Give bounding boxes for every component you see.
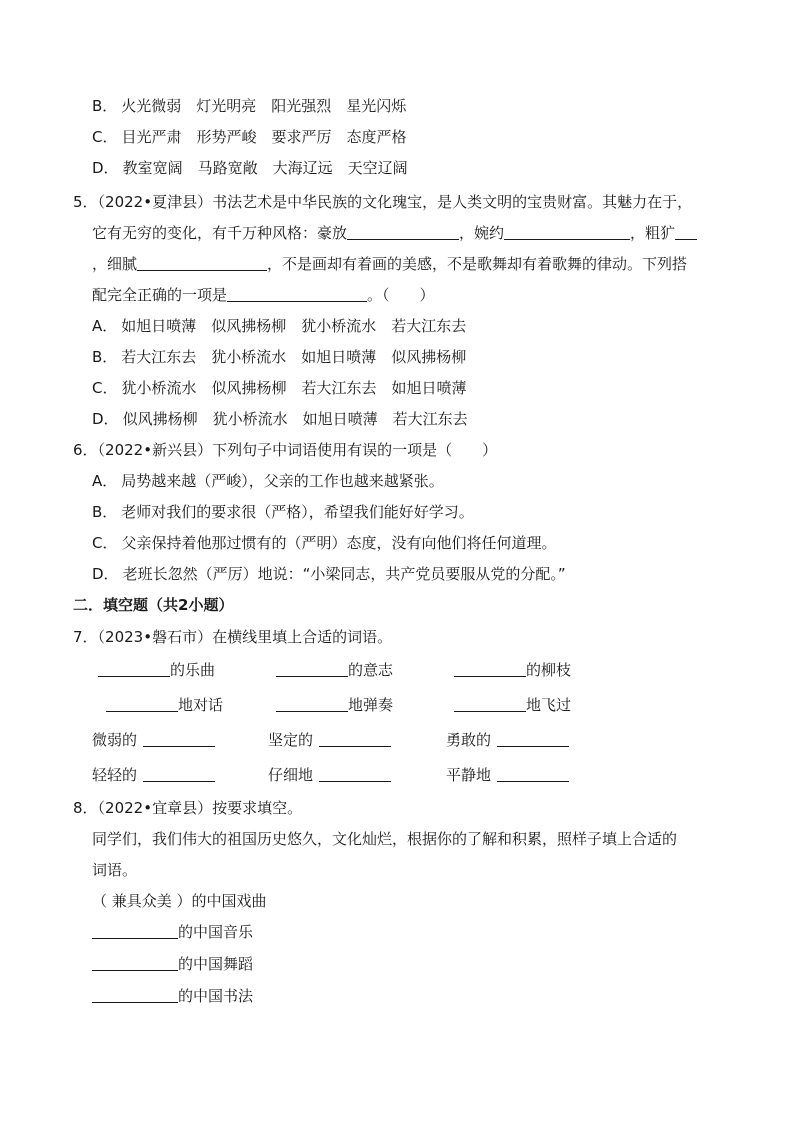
q5-line-3 xyxy=(92,254,687,274)
option-letter: D． xyxy=(92,565,119,583)
option-text: 似风拂杨柳 犹小桥流水 如旭日喷薄 若大江东去 xyxy=(122,410,468,428)
answer-blank[interactable] xyxy=(504,225,630,240)
answer-blank[interactable] xyxy=(92,988,178,1003)
fill-word: 坚定的 xyxy=(268,731,314,749)
question-text: 书法艺术是中华民族的文化瑰宝，是人类文明的宝贵财富。其魅力在于， xyxy=(212,193,693,211)
q6-option-a xyxy=(92,471,444,491)
answer-blank[interactable] xyxy=(497,732,569,747)
answer-blank[interactable] xyxy=(319,767,391,782)
question-text: ，粗犷 xyxy=(630,224,676,242)
q5-line-4 xyxy=(92,285,435,305)
option-text: 犹小桥流水 似风拂杨柳 若大江东去 如旭日喷薄 xyxy=(121,379,467,397)
answer-blank[interactable] xyxy=(143,767,215,782)
question-number: 7． xyxy=(73,628,98,646)
option-text: 老师对我们的要求很（严格），希望我们能好好学习。 xyxy=(121,503,474,521)
q4-option-b xyxy=(92,96,406,116)
question-number: 8． xyxy=(73,799,98,817)
question-source: （2023•磐石市） xyxy=(97,628,213,646)
question-source: （2022•夏津县） xyxy=(97,193,213,211)
option-text: 目光严肃 形势严峻 要求严厉 态度严格 xyxy=(121,128,407,146)
q6-option-b xyxy=(92,502,474,522)
option-letter: C． xyxy=(92,128,118,146)
q8-item-dance xyxy=(92,954,253,974)
answer-blank[interactable] xyxy=(276,662,348,677)
option-letter: D． xyxy=(92,410,119,428)
option-letter: C． xyxy=(92,534,118,552)
answer-blank[interactable] xyxy=(347,225,459,240)
q7-row3-item3 xyxy=(446,730,569,750)
q7-row2-item3 xyxy=(454,695,571,715)
q5-first-line xyxy=(73,192,692,212)
q5-option-c xyxy=(92,378,467,398)
answer-blank[interactable] xyxy=(227,287,367,302)
question-text: 按要求填空。 xyxy=(212,799,303,817)
q7-row1-item3 xyxy=(454,660,571,680)
answer-blank[interactable] xyxy=(319,732,391,747)
q8-item-calligraphy xyxy=(92,986,253,1006)
fill-word: 地对话 xyxy=(178,696,224,714)
answer-blank[interactable] xyxy=(143,732,215,747)
example-word: （ 兼具众美 ） xyxy=(92,892,192,910)
option-letter: B． xyxy=(92,348,118,366)
answer-blank[interactable] xyxy=(675,225,697,240)
option-text: 若大江东去 犹小桥流水 如旭日喷薄 似风拂杨柳 xyxy=(121,348,467,366)
q6-stem xyxy=(73,440,497,460)
q4-option-c xyxy=(92,127,407,147)
question-text: 它有无穷的变化，有千万种风格：豪放 xyxy=(92,224,348,242)
question-text: 配完全正确的一项是 xyxy=(92,286,228,304)
option-letter: D． xyxy=(92,159,119,177)
example-tail: 的中国戏曲 xyxy=(191,892,267,910)
fill-word: 地飞过 xyxy=(526,696,572,714)
q7-row3-item2 xyxy=(268,730,391,750)
answer-blank[interactable] xyxy=(137,256,267,271)
fill-word: 微弱的 xyxy=(92,731,138,749)
option-text: 局势越来越（严峻），父亲的工作也越来越紧张。 xyxy=(121,472,444,490)
question-text: ，婉约 xyxy=(459,224,505,242)
question-source: （2022•宜章县） xyxy=(97,799,213,817)
question-number: 6． xyxy=(73,441,98,459)
option-text: 老班长忽然（严厉）地说：“小梁同志，共产党员要服从党的分配。” xyxy=(122,565,566,583)
q7-row1-item2 xyxy=(276,660,393,680)
answer-blank[interactable] xyxy=(92,924,178,939)
question-text: ，不是画却有着画的美感，不是歌舞却有着歌舞的律动。下列搭 xyxy=(267,255,688,273)
q8-paragraph-line2: 词语。 xyxy=(92,861,138,879)
q7-row2-item2 xyxy=(276,695,393,715)
question-text: ，细腻 xyxy=(92,255,138,273)
answer-blank[interactable] xyxy=(92,956,178,971)
answer-blank[interactable] xyxy=(497,767,569,782)
fill-word: 轻轻的 xyxy=(92,766,138,784)
option-letter: B． xyxy=(92,97,118,115)
q5-option-d xyxy=(92,409,468,429)
question-source: （2022•新兴县） xyxy=(97,441,213,459)
q8-paragraph-line1: 同学们，我们伟大的祖国历史悠久，文化灿烂，根据你的了解和积累，照样子填上合适的 xyxy=(92,830,678,848)
q7-row1-item1 xyxy=(98,660,215,680)
answer-blank[interactable] xyxy=(106,697,178,712)
answer-blank[interactable] xyxy=(454,697,526,712)
section-heading: 二．填空题（共2小题） xyxy=(73,596,234,614)
fill-word: 的意志 xyxy=(348,661,394,679)
option-letter: B． xyxy=(92,503,118,521)
question-text: 在横线里填上合适的词语。 xyxy=(212,628,393,646)
q7-row3-item1 xyxy=(92,730,215,750)
fill-word: 的柳枝 xyxy=(526,661,572,679)
answer-blank[interactable] xyxy=(276,697,348,712)
q8-example xyxy=(92,891,267,911)
answer-blank[interactable] xyxy=(454,662,526,677)
option-letter: A． xyxy=(92,317,118,335)
q7-row2-item1 xyxy=(106,695,223,715)
q7-row4-item3 xyxy=(446,765,569,785)
q4-option-d xyxy=(92,158,408,178)
fill-word: 的中国舞蹈 xyxy=(178,955,254,973)
question-number: 5． xyxy=(73,193,98,211)
option-text: 火光微弱 灯光明亮 阳光强烈 星光闪烁 xyxy=(121,97,407,115)
q7-stem xyxy=(73,627,392,647)
q8-stem xyxy=(73,798,302,818)
q6-option-d xyxy=(92,564,566,584)
answer-blank[interactable] xyxy=(98,662,170,677)
option-text: 父亲保持着他那过惯有的（严明）态度，没有向他们将任何道理。 xyxy=(121,534,557,552)
q5-option-b xyxy=(92,347,466,367)
option-text: 教室宽阔 马路宽敞 大海辽远 天空辽阔 xyxy=(122,159,408,177)
q7-row4-item1 xyxy=(92,765,215,785)
option-text: 如旭日喷薄 似风拂杨柳 犹小桥流水 若大江东去 xyxy=(121,317,467,335)
option-letter: A． xyxy=(92,472,118,490)
fill-word: 勇敢的 xyxy=(446,731,492,749)
answer-parentheses: 。（ ） xyxy=(367,286,435,304)
fill-word: 平静地 xyxy=(446,766,492,784)
q8-item-music xyxy=(92,922,253,942)
question-text: 下列句子中词语使用有误的一项是（ ） xyxy=(212,441,498,459)
fill-word: 的中国音乐 xyxy=(178,923,254,941)
q7-row4-item2 xyxy=(268,765,391,785)
q5-option-a xyxy=(92,316,466,336)
fill-word: 地弹奏 xyxy=(348,696,394,714)
q6-option-c xyxy=(92,533,557,553)
option-letter: C． xyxy=(92,379,118,397)
q5-line-2 xyxy=(92,223,697,243)
fill-word: 的中国书法 xyxy=(178,987,254,1005)
fill-word: 的乐曲 xyxy=(170,661,216,679)
fill-word: 仔细地 xyxy=(268,766,314,784)
